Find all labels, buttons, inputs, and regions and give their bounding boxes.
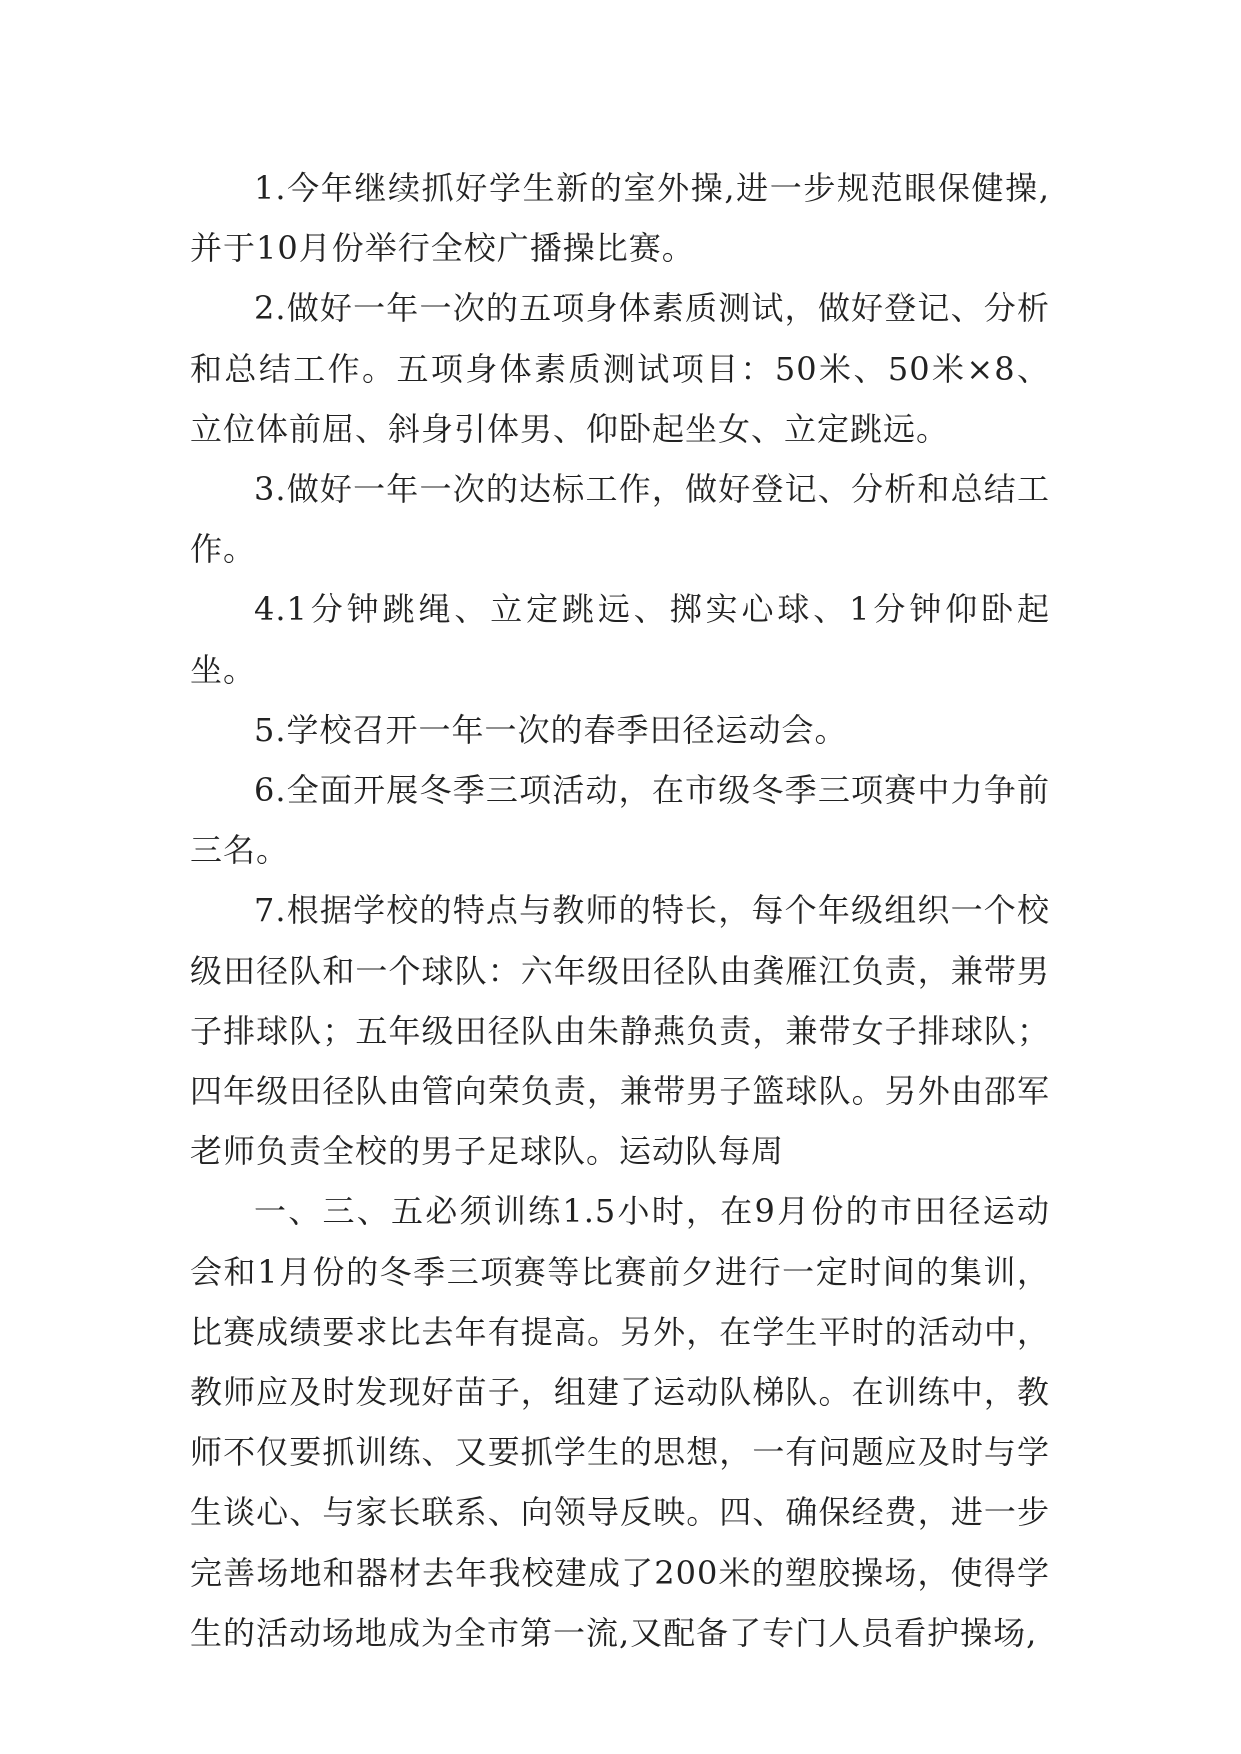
paragraph-3: 3.做好一年一次的达标工作，做好登记、分析和总结工作。 bbox=[190, 470, 1050, 569]
paragraph-7: 7.根据学校的特点与教师的特长，每个年级组织一个校级田径队和一个球队：六年级田径队由龚雁江负责，兼带男子排球队；五年级田径队由朱静燕负责，兼带女子排球队；四年级田径队由管向荣负责，兼带男子篮球队。另外由邵军老师负责全校的男子足球队。运动队每周 bbox=[190, 891, 1050, 1171]
paragraph-8: 一、三、五必须训练1.5小时，在9月份的市田径运动会和1月份的冬季三项赛等比赛前夕进行一定时间的集训，比赛成绩要求比去年有提高。另外，在学生平时的活动中，教师应及时发现好苗子，组建了运动队梯队。在训练中，教师不仅要抓训练、又要抓学生的思想，一有问题应及时与学生谈心、与家长联系、向领导反映。四、确保经费，进一步完善场地和器材去年我校建成了200米的塑胶操场，使得学生的活动场地成为全市第一流,又配备了专门人员看护操场, bbox=[190, 1192, 1050, 1652]
paragraph-1: 1.今年继续抓好学生新的室外操,进一步规范眼保健操,并于10月份举行全校广播操比赛。 bbox=[190, 169, 1050, 268]
paragraph-6: 6.全面开展冬季三项活动，在市级冬季三项赛中力争前三名。 bbox=[190, 771, 1050, 870]
paragraph-4: 4.1分钟跳绳、立定跳远、掷实心球、1分钟仰卧起坐。 bbox=[190, 590, 1050, 689]
paragraph-5: 5.学校召开一年一次的春季田径运动会。 bbox=[254, 710, 848, 749]
paragraph-2: 2.做好一年一次的五项身体素质测试，做好登记、分析和总结工作。五项身体素质测试项目：50米、50米×8、立位体前屈、斜身引体男、仰卧起坐女、立定跳远。 bbox=[190, 289, 1050, 448]
document-body bbox=[190, 158, 1050, 1663]
